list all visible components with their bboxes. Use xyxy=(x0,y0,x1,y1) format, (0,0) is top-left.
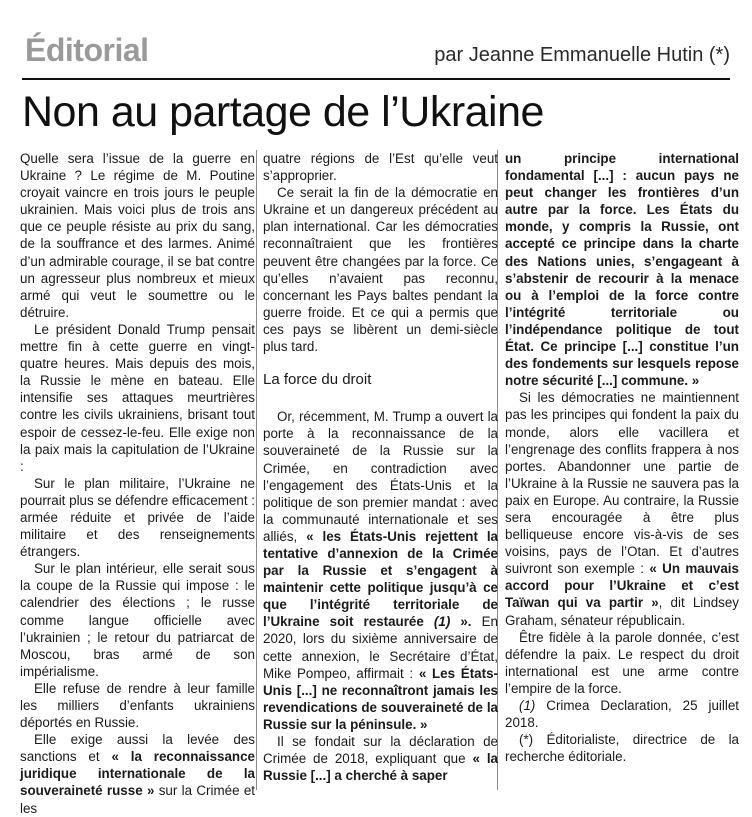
paragraph xyxy=(263,408,498,733)
paragraph xyxy=(505,389,739,628)
paragraph: Sur le plan militaire, l’Ukraine ne pourrait plus se défendre efficacement : armée réduite et privée de l’aide militaire et des renseignements étrangers. xyxy=(20,475,255,560)
text-span: Il se fondait sur la déclaration de Crimée de 2018, expliquant que xyxy=(263,734,498,767)
column-2 xyxy=(263,150,498,784)
text-span: sur la Crimée et les xyxy=(20,783,256,816)
quote: « la Russie [...] a cherché à saper xyxy=(263,751,498,784)
quote: « la reconnaissance juridique internationale de la souveraineté russe » xyxy=(20,749,255,799)
paragraph: Être fidèle à la parole donnée, c’est défendre la paix. Le respect du droit international est une arme contre l’empire de la force. xyxy=(505,629,739,696)
footnote xyxy=(505,731,739,765)
headline: Non au partage de l’Ukraine xyxy=(22,88,544,136)
quote-paragraph: un principe international fondamental [...] : aucun pays ne peut changer les frontières d’un autre par la force. Les États du monde, y compris la Russie, ont accepté ce principe dans la charte des Nations unies, s’engageant à s’abstenir de recourir à la menace ou à l’emploi de la force contre l’intégrité territoriale ou l’indépendance politique de tout État. Ce principe [...] constitue l’un des fondements sur lesquels repose notre sécurité [...] commune. » xyxy=(505,151,739,389)
column-1 xyxy=(20,150,255,817)
quote: « les États-Unis rejettent la tentative d’annexion de la Crimée par la Russie et s’engagent à maintenir cette politique jusqu’à ce que l’intégrité territoriale de l’Ukraine soit restaurée xyxy=(263,528,498,630)
text-span: Elle exige aussi la levée des sanctions et xyxy=(20,732,255,765)
paragraph xyxy=(20,731,255,816)
text-span: , dit Lindsey Graham, sénateur républicain. xyxy=(505,595,739,628)
column-divider-1 xyxy=(256,150,257,790)
paragraph: Elle refuse de rendre à leur famille les milliers d’enfants ukrainiens déportés en Russie. xyxy=(20,680,255,731)
quote: « Un mauvais accord pour l’Ukraine et c’est Taïwan qui va partir » xyxy=(505,561,739,611)
quote-end: ». xyxy=(450,614,472,630)
paragraph xyxy=(263,733,498,784)
paragraph: Le président Donald Trump pensait mettre fin à cette guerre en vingt-quatre heures. Mais depuis des mois, la Russie le mène en bateau. Elle intensifie ses attaques meurtrières contre les civils ukrainiens, brisant tout espoir de cessez-le-feu. Elle exige non la paix mais la capitulation de l’Ukraine : xyxy=(20,321,255,474)
quote: « Les États-Unis [...] ne reconnaîtront jamais les revendications de souveraineté de la Russie sur la péninsule. » xyxy=(263,665,498,732)
subheading: La force du droit xyxy=(263,371,372,389)
byline: par Jeanne Emmanuelle Hutin (*) xyxy=(434,44,730,66)
text-span: Or, récemment, M. Trump a ouvert la porte à la reconnaissance de la souveraineté de la Russie sur la Crimée, en contradiction avec l’engagement des États-Unis et la politique de son premier mandat : avec la communauté internationale et ses alliés, xyxy=(263,409,498,544)
paragraph: Sur le plan intérieur, elle serait sous la coupe de la Russie qui impose : le calendrier des élections ; le russe comme langue officielle avec l’ukrainien ; le retour du patriarcat de Moscou, bras armé de son impérialisme. xyxy=(20,561,255,679)
text-span: Si les démocraties ne maintiennent pas les principes qui fondent la paix du monde, alors elle vacillera et l’engrenage des conflits frappera à nos portes. Abandonner une partie de l’Ukraine à la Russie ne sauvera pas la paix en Europe. Au contraire, la Russie sera encouragée à être plus belliqueuse encore vis-à-vis de ses voisins, pays de l’Otan. Et d’autres suivront son exemple : xyxy=(505,390,739,577)
footnote-ref: (1) xyxy=(423,614,451,630)
section-kicker: Éditorial xyxy=(25,32,149,68)
paragraph: Quelle sera l’issue de la guerre en Ukraine ? Le régime de M. Poutine croyait vaincre en trois jours le peuple ukrainien. Mais voici plus de trois ans que ce peuple résiste au prix du sang, de la souffrance et des larmes. Animé d’un admirable courage, il se bat contre un agresseur plus nombreux et mieux armé qui veut le soumettre ou le détruire. xyxy=(20,151,255,320)
footnote xyxy=(505,697,739,731)
footnote-text: Crimea Declaration, 25 juillet 2018. xyxy=(505,698,739,731)
header-rule xyxy=(22,78,730,80)
footnote-mark: (1) xyxy=(519,698,536,713)
column-3 xyxy=(505,150,739,765)
footnote-mark: (*) xyxy=(519,732,534,748)
paragraph: Ce serait la fin de la démocratie en Ukraine et un dangereux précédent au plan international. Car les démocraties reconnaîtraient que les frontières peuvent être changées par la force. Ce qu’elles n’avaient pas reconnu, concernant les Pays baltes pendant la guerre froide. Et ce qui a permis que ces pays se libèrent un demi-siècle plus tard. xyxy=(263,185,498,355)
text-span: En 2020, lors du sixième anniversaire de cette annexion, le Secrétaire d’État, Mike Pompeo, affirmait : xyxy=(263,614,498,681)
paragraph: quatre régions de l’Est qu’elle veut s’approprier. xyxy=(263,151,498,184)
footnote-text: Éditorialiste, directrice de la recherche éditoriale. xyxy=(505,732,739,765)
